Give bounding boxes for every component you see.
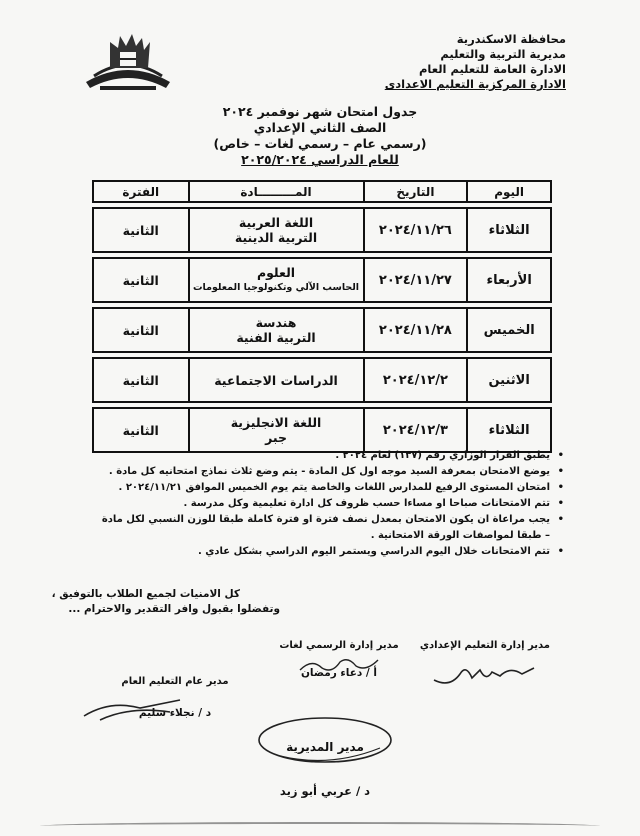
day-cell: الخميس	[467, 308, 551, 352]
subject-cell	[189, 358, 364, 402]
subject-cell	[189, 208, 364, 252]
closing-line-2: وتفضلوا بقبول وافر التقدير والاحترام ...	[68, 603, 280, 615]
period-cell: الثانية	[93, 208, 189, 252]
table-row	[93, 358, 551, 402]
closing-line-1: كل الامنيات لجميع الطلاب بالتوفيق ،	[51, 588, 240, 600]
note-item: • امتحان المستوى الرفيع للمدارس اللغات والخاصة يتم يوم الخميس الموافق ٢٠٢٤/١١/٢١ .	[118, 482, 564, 493]
table-row	[93, 208, 551, 252]
signature-general-director	[100, 676, 250, 719]
signature-oval	[250, 712, 400, 768]
signature-title: مدير إدارة الرسمي لغات	[279, 640, 399, 651]
date-cell: ٢٠٢٤/١١/٢٧	[364, 258, 468, 302]
day-cell: الأربعاء	[467, 258, 551, 302]
period-cell: الثانية	[93, 358, 189, 402]
header-date: التاريخ	[364, 181, 468, 202]
table-header-row	[93, 181, 551, 202]
header-day: اليوم	[467, 181, 551, 202]
signature-official-lang-director	[274, 640, 404, 679]
schedule-title: جدول امتحان شهر نوفمبر ٢٠٢٤	[222, 104, 418, 119]
subject-cell	[189, 308, 364, 352]
signature-scribble	[294, 654, 384, 676]
signature-title: مدير إدارة التعليم الإعدادي	[419, 640, 550, 651]
period-cell: الثانية	[93, 308, 189, 352]
exam-schedule-table	[92, 180, 552, 453]
signature-title: مدير المديرية	[286, 740, 364, 754]
subject-primary: العلوم	[256, 265, 296, 280]
signature-scribble	[430, 658, 540, 688]
signature-name: د / نجلاء سليم	[138, 707, 212, 719]
table-row	[93, 258, 551, 302]
date-cell: ٢٠٢٤/١٢/٢	[364, 358, 468, 402]
signature-directorate-director	[250, 724, 400, 798]
subject-secondary: التربية الفنية	[236, 330, 316, 345]
period-cell: الثانية	[93, 258, 189, 302]
directorate-name: مديرية التربية والتعليم	[440, 47, 566, 61]
date-cell: ٢٠٢٤/١١/٢٨	[364, 308, 468, 352]
day-cell: الثلاثاء	[467, 408, 551, 452]
schedule-title-block	[170, 104, 470, 168]
note-item: • يجب مراعاة ان يكون الامتحان بمعدل نصف فترة او فترة كاملة طبقا للوزن النسبي لكل مادة	[101, 514, 564, 525]
subject-primary: الدراسات الاجتماعية	[214, 372, 338, 388]
notes-list	[80, 448, 564, 560]
note-item: • تتم الامتحانات خلال اليوم الدراسي ويستمر اليوم الدراسي بشكل عادي .	[197, 546, 564, 557]
organization-header	[376, 32, 566, 92]
table-row	[93, 308, 551, 352]
day-cell: الثلاثاء	[467, 208, 551, 252]
date-cell: ٢٠٢٤/١١/٢٦	[364, 208, 468, 252]
subject-cell	[189, 408, 364, 452]
grade-label: الصف الثاني الإعدادي	[253, 120, 387, 135]
closing-remarks	[52, 587, 300, 617]
note-item: • تتم الامتحانات صباحا او مساءا حسب ظروف كل ادارة تعليمية وكل مدرسة .	[183, 498, 564, 509]
subject-cell	[189, 258, 364, 302]
note-item-continuation: – طبقا لمواصفات الورقة الامتحانية .	[370, 530, 550, 541]
note-item: • يوضع الامتحان بمعرفة السيد موجه اول كل المادة - يتم وضع ثلاث نماذج امتحانيه كل مادة .	[108, 466, 564, 477]
signature-name: د / عربي أبو زيد	[279, 784, 371, 798]
governorate-name: محافظة الاسكندرية	[456, 32, 566, 46]
table-row	[93, 408, 551, 452]
general-admin-name: الادارة العامة للتعليم العام	[418, 62, 566, 76]
header-period: الفترة	[93, 181, 189, 202]
date-cell: ٢٠٢٤/١٢/٣	[364, 408, 468, 452]
subject-secondary: التربية الدينية	[234, 230, 318, 245]
subject-primary: اللغة الانجليزية	[230, 415, 322, 430]
note-item: • يطبق القرار الوزاري رقم (١٣٧) لعام ٢٠٢٤ .	[335, 450, 564, 461]
day-cell: الاثنين	[467, 358, 551, 402]
subject-primary: هندسة	[255, 315, 297, 330]
signature-name: أ / دعاء رمضان	[300, 667, 378, 679]
ministry-logo	[80, 28, 176, 96]
header-subject: المـــــــــادة	[189, 181, 364, 202]
period-cell: الثانية	[93, 408, 189, 452]
signature-scribble	[80, 690, 190, 724]
page-bottom-edge	[40, 822, 600, 830]
subject-primary: اللغة العربية	[238, 215, 314, 230]
subject-secondary: جبر	[265, 430, 287, 445]
academic-year-label: للعام الدراسي ٢٠٢٥/٢٠٢٤	[241, 152, 399, 167]
signature-prep-director	[420, 640, 550, 679]
subject-secondary: الحاسب الآلي وتكنولوجيا المعلومات	[192, 282, 360, 293]
central-admin-name: الادارة المركزية التعليم الاعدادى	[384, 77, 566, 91]
signature-title: مدير عام التعليم العام	[121, 676, 229, 687]
school-types-label: (رسمي عام – رسمي لغات – خاص)	[213, 136, 427, 151]
